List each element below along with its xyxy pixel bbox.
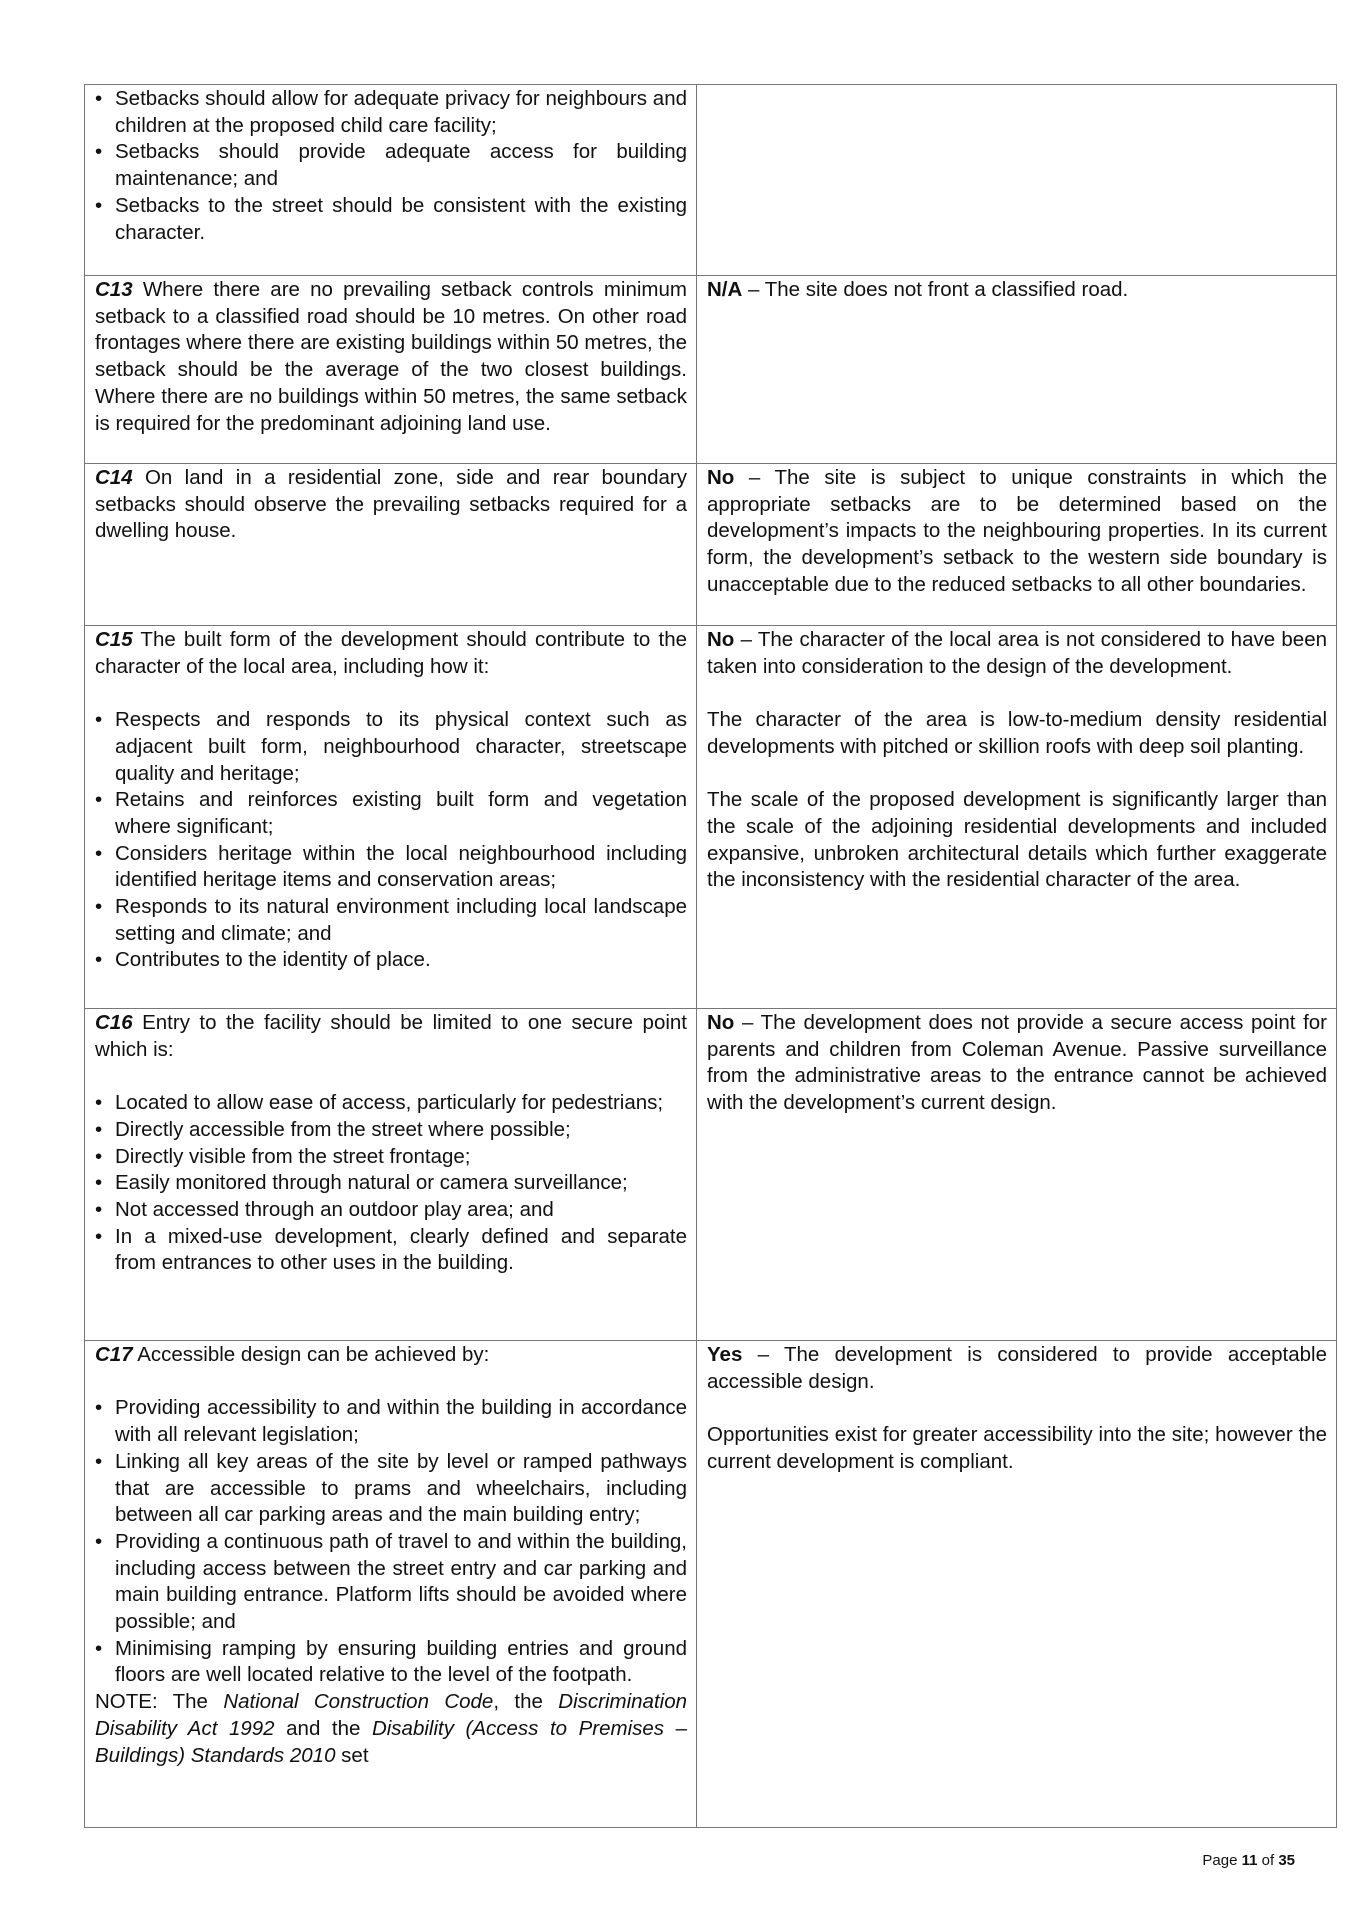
control-text: Where there are no prevailing setback controls minimum setback to a classified road should be 10 metres. On other road frontages where there are existing buildings within 50 metres, the setback should be the average of the two closest buildings. Where there are no buildings within 50 metres, the same setback is required for the predominant adjoining land use.: [95, 278, 687, 435]
assessment-cell: [697, 1341, 1337, 1828]
control-cell: [85, 626, 697, 1009]
list-item: • Respects and responds to its physical context such as adjacent built form, neighbourhood character, streetscape quality and heritage;: [115, 707, 687, 787]
note-text: NOTE: The: [95, 1690, 224, 1714]
list-item: • Linking all key areas of the site by level or ramped pathways that are accessible to prams and wheelchairs, including between all car parking areas and the main building entry;: [115, 1449, 687, 1529]
assessment-cell: [697, 1009, 1337, 1341]
note-text: and the: [274, 1716, 372, 1740]
control-text: Entry to the facility should be limited to one secure point which is:: [95, 1011, 687, 1061]
control-cell: [85, 1009, 697, 1341]
list-item: • Setbacks should allow for adequate privacy for neighbours and children at the proposed child care facility;: [115, 86, 687, 139]
table-row: [85, 1341, 1337, 1828]
page-of-label: of: [1261, 1852, 1275, 1869]
bullet-list: [95, 1395, 687, 1689]
control-cell: [85, 464, 697, 626]
verdict-label: No: [707, 1011, 735, 1034]
control-text: The built form of the development should contribute to the character of the local area, including how it:: [95, 628, 687, 678]
list-item: • Providing accessibility to and within the building in accordance with all relevant legislation;: [115, 1395, 687, 1448]
list-item: • Providing a continuous path of travel to and within the building, including access between the street entry and car parking and main building entrance. Platform lifts should be avoided where possible; and: [115, 1529, 687, 1636]
control-cell: [85, 1341, 697, 1828]
table-row: [85, 464, 1337, 626]
table-row: [85, 1009, 1337, 1341]
list-item: • In a mixed-use development, clearly defined and separate from entrances to other uses in the building.: [115, 1224, 687, 1277]
page-total: 35: [1278, 1852, 1295, 1869]
assessment-text: – The development is considered to provide acceptable accessible design.: [707, 1343, 1327, 1393]
list-item: • Setbacks to the street should be consistent with the existing character.: [115, 193, 687, 246]
note-text: , the: [493, 1690, 559, 1714]
control-code: C17: [95, 1343, 133, 1366]
assessment-text: – The site is subject to unique constraints in which the appropriate setbacks are to be determined based on the development’s impacts to the neighbouring properties. In its current form, the development’s setback to the western side boundary is unacceptable due to the reduced setbacks to all other boundaries.: [707, 466, 1327, 596]
page-number: 11: [1241, 1852, 1258, 1869]
assessment-paragraph: Opportunities exist for greater accessibility into the site; however the current development is compliant.: [707, 1423, 1327, 1473]
bullet-list: [95, 86, 687, 246]
bullet-list: [95, 707, 687, 974]
control-code: C15: [95, 628, 133, 651]
page-footer: [1202, 1852, 1295, 1869]
note-legislation: Disability (Access to Premises – Buildings) Standards 2010: [95, 1716, 688, 1767]
table-row: [85, 276, 1337, 464]
assessment-text: – The character of the local area is not considered to have been taken into consideration to the design of the development.: [707, 628, 1328, 678]
control-text: Accessible design can be achieved by:: [137, 1343, 490, 1366]
assessment-paragraph: The scale of the proposed development is significantly larger than the scale of the adjoining residential developments and included expansive, unbroken architectural details which further exaggerate the inconsistency with the residential character of the area.: [707, 788, 1327, 892]
control-text: On land in a residential zone, side and rear boundary setbacks should observe the prevailing setbacks required for a dwelling house.: [95, 466, 687, 543]
note-legislation: National Construction Code: [223, 1690, 494, 1714]
assessment-text: – The development does not provide a secure access point for parents and children from Coleman Avenue. Passive surveillance from the administrative areas to the entrance cannot be achieved with the development’s current design.: [707, 1011, 1327, 1115]
assessment-cell: [697, 626, 1337, 1009]
table-row: [85, 85, 1337, 276]
table-row: [85, 626, 1337, 1009]
list-item: • Setbacks should provide adequate access for building maintenance; and: [115, 139, 687, 192]
assessment-text: – The site does not front a classified road.: [748, 278, 1129, 301]
control-code: C16: [95, 1011, 133, 1034]
note-paragraph: [95, 1689, 687, 1769]
verdict-label: Yes: [707, 1343, 743, 1366]
list-item: • Considers heritage within the local neighbourhood including identified heritage items and conservation areas;: [115, 841, 687, 894]
list-item: • Responds to its natural environment including local landscape setting and climate; and: [115, 894, 687, 947]
assessment-paragraph: The character of the area is low-to-medium density residential developments with pitched or skillion roofs with deep soil planting.: [707, 708, 1327, 758]
compliance-table: [84, 84, 1337, 1828]
note-legislation: Discrimination Disability Act 1992: [95, 1690, 687, 1740]
document-page: [84, 84, 1328, 1828]
list-item: • Located to allow ease of access, particularly for pedestrians;: [115, 1090, 687, 1117]
note-text: set: [335, 1743, 369, 1767]
control-code: C13: [95, 278, 133, 301]
list-item: • Directly visible from the street frontage;: [115, 1144, 687, 1171]
bullet-list: [95, 1090, 687, 1277]
list-item: • Not accessed through an outdoor play area; and: [115, 1197, 687, 1224]
list-item: • Retains and reinforces existing built form and vegetation where significant;: [115, 787, 687, 840]
assessment-cell: [697, 85, 1337, 276]
list-item: • Easily monitored through natural or camera surveillance;: [115, 1170, 687, 1197]
list-item: • Contributes to the identity of place.: [115, 947, 687, 974]
control-code: C14: [95, 466, 133, 489]
list-item: • Minimising ramping by ensuring building entries and ground floors are well located relative to the level of the footpath.: [115, 1636, 687, 1689]
control-cell: [85, 85, 697, 276]
assessment-cell: [697, 276, 1337, 464]
list-item: • Directly accessible from the street where possible;: [115, 1117, 687, 1144]
verdict-label: No: [707, 628, 735, 651]
verdict-label: No: [707, 466, 735, 489]
verdict-label: N/A: [707, 278, 743, 301]
page-label: Page: [1202, 1852, 1238, 1869]
assessment-cell: [697, 464, 1337, 626]
control-cell: [85, 276, 697, 464]
